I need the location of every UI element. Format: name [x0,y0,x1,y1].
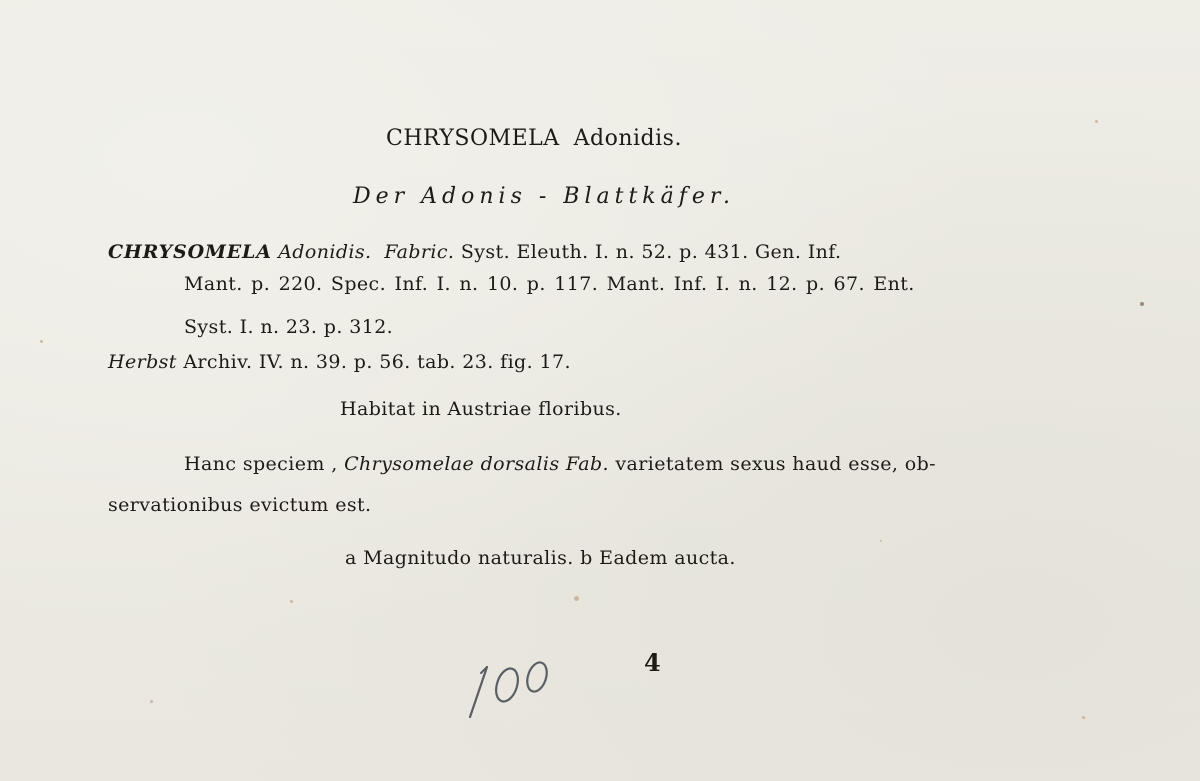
reference-line-2: Mant. p. 220. Spec. Inf. I. n. 10. p. 117. Mant. Inf. I. n. 12. p. 67. Ent. [184,273,915,295]
paper-speck [290,600,293,603]
reference-citation: Syst. Eleuth. I. n. 52. p. 431. Gen. Inf. [460,241,842,263]
description-line-1 [184,453,936,475]
page-number: 4 [644,648,661,677]
page-title [386,126,682,151]
reference-genus: CHRYSOMELA [108,241,272,263]
paper-speck [1140,302,1144,306]
figure-legend: a Magnitudo naturalis. b Eadem aucta. [345,547,736,569]
paper-speck [574,596,579,601]
reference-line-1 [108,241,841,263]
description-after: varietatem sexus haud esse, ob- [615,453,936,475]
habitat-text: Habitat in Austriae floribus. [340,398,622,420]
description-species: Chrysomelae dorsalis Fab. [344,453,609,475]
reference-author: Fabric. [384,241,455,263]
paper-speck [1095,120,1098,123]
paper-speck [150,700,153,703]
reference-line-4 [108,351,571,373]
paper-speck [880,540,882,542]
paper-speck [40,340,43,343]
title-genus: CHRYSOMELA [386,126,560,151]
description-before: Hanc speciem , [184,453,338,475]
title-species: Adonidis. [573,126,682,151]
paper-speck [1082,716,1085,719]
reference-species: Adonidis. [278,241,372,263]
description-line-2: servationibus evictum est. [108,494,372,516]
handwritten-number [465,655,560,725]
reference-archive-citation: Archiv. IV. n. 39. p. 56. tab. 23. fig. 17. [183,351,571,373]
reference-line-3: Syst. I. n. 23. p. 312. [184,316,394,338]
reference-author-herbst: Herbst [108,351,177,373]
page-subtitle: Der Adonis - Blattkäfer. [353,184,736,209]
